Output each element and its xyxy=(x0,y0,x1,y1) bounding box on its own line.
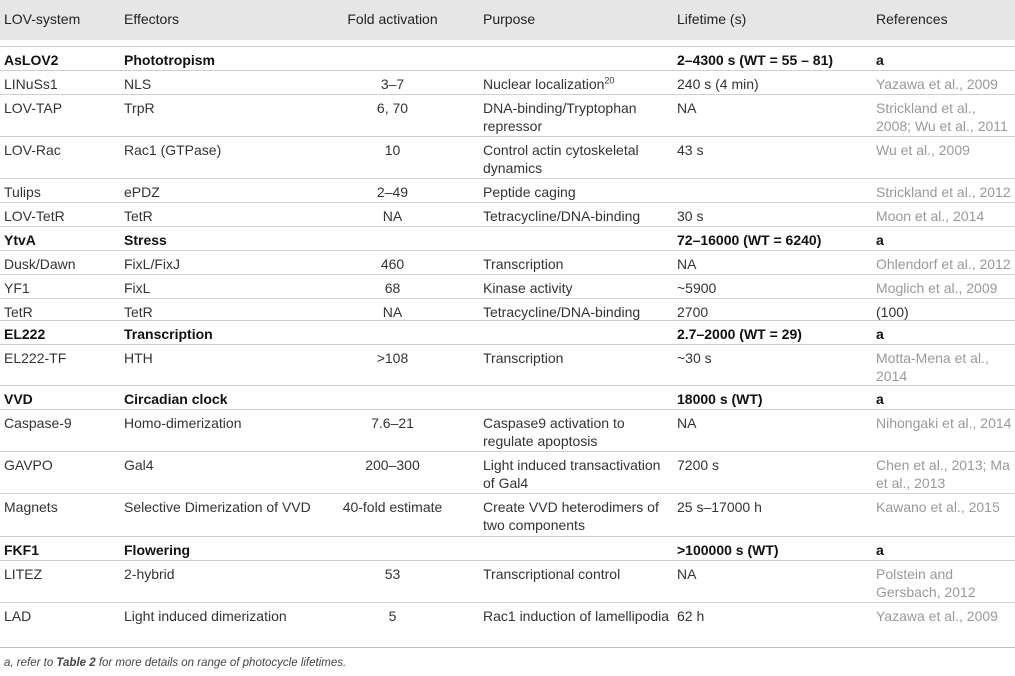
cell-fold-activation-text: >108 xyxy=(376,350,409,366)
header-effectors: Effectors xyxy=(124,11,179,27)
cell-purpose-text: Nuclear localization xyxy=(483,76,605,92)
cell-effector xyxy=(124,325,334,343)
row-divider xyxy=(0,409,1015,410)
cell-fold-activation-text: 3–7 xyxy=(380,76,405,92)
cell-lifetime-text: 2700 xyxy=(677,304,709,320)
cell-effector-text: TrpR xyxy=(124,100,155,116)
row-divider xyxy=(0,320,1015,321)
header-purpose: Purpose xyxy=(483,11,536,27)
cell-fold-activation xyxy=(335,303,450,321)
cell-lifetime xyxy=(677,607,867,625)
row-divider xyxy=(0,298,1015,299)
cell-lov-system-text: EL222 xyxy=(4,326,46,342)
cell-fold-activation-text: 200–300 xyxy=(365,457,420,473)
cell-purpose xyxy=(483,279,673,297)
cell-lifetime-text: 62 h xyxy=(677,608,705,624)
cell-reference xyxy=(876,390,1012,408)
cell-purpose-text: Light induced transactivation of Gal4 xyxy=(483,457,661,491)
cell-lifetime xyxy=(677,414,867,432)
cell-reference[interactable] xyxy=(876,207,1012,225)
cell-lov-system xyxy=(4,51,119,69)
row-divider xyxy=(0,178,1015,179)
cell-effector xyxy=(124,51,334,69)
cell-lifetime xyxy=(677,303,867,321)
cell-reference[interactable] xyxy=(876,183,1012,201)
cell-effector-text: Homo-dimerization xyxy=(124,415,242,431)
cell-lov-system-text: Tulips xyxy=(4,184,41,200)
cell-effector-text: Gal4 xyxy=(124,457,154,473)
cell-effector xyxy=(124,255,334,273)
cell-effector-text: Rac1 (GTPase) xyxy=(124,142,222,158)
cell-lifetime xyxy=(677,541,867,559)
cell-purpose-text: Caspase9 activation to regulate apoptosis xyxy=(483,415,625,449)
cell-purpose xyxy=(483,207,673,225)
cell-reference-text: Kawano et al., 2015 xyxy=(876,499,1000,515)
cell-effector-text: Phototropism xyxy=(124,52,215,68)
cell-reference[interactable] xyxy=(876,349,1012,385)
cell-lifetime-text: NA xyxy=(677,100,697,116)
cell-reference-text: Chen et al., 2013; Ma et al., 2013 xyxy=(876,457,1010,491)
cell-reference-text: Polstein and Gersbach, 2012 xyxy=(876,566,976,600)
cell-effector xyxy=(124,456,334,474)
cell-purpose-text: Transcriptional control xyxy=(483,566,621,582)
cell-lov-system xyxy=(4,349,119,367)
cell-lifetime-text: 25 s–17000 h xyxy=(677,499,762,515)
row-divider xyxy=(0,136,1015,137)
cell-effector-text: Selective Dimerization of VVD xyxy=(124,499,311,515)
cell-lifetime xyxy=(677,141,867,159)
cell-reference-text: a xyxy=(876,232,884,248)
cell-purpose xyxy=(483,349,673,367)
cell-purpose xyxy=(483,75,673,93)
cell-lov-system-text: LAD xyxy=(4,608,32,624)
cell-fold-activation-text: 53 xyxy=(384,566,401,582)
cell-reference xyxy=(876,541,1012,559)
cell-lov-system xyxy=(4,325,119,343)
cell-lifetime-text: 30 s xyxy=(677,208,704,224)
cell-effector xyxy=(124,541,334,559)
cell-fold-activation xyxy=(335,607,450,625)
cell-purpose-text: Rac1 induction of lamellipodia xyxy=(483,608,669,624)
cell-lov-system xyxy=(4,390,119,408)
cell-reference-text: Yazawa et al., 2009 xyxy=(876,608,998,624)
cell-purpose xyxy=(483,456,673,492)
cell-lov-system-text: YtvA xyxy=(4,232,36,248)
cell-lov-system xyxy=(4,279,119,297)
cell-reference xyxy=(876,51,1012,69)
cell-purpose xyxy=(483,99,673,135)
cell-purpose-text: Control actin cytoskeletal dynamics xyxy=(483,142,639,176)
cell-lifetime xyxy=(677,565,867,583)
cell-lifetime-text: 43 s xyxy=(677,142,704,158)
cell-lifetime xyxy=(677,325,867,343)
cell-effector xyxy=(124,607,334,625)
row-divider xyxy=(0,226,1015,227)
cell-reference xyxy=(876,325,1012,343)
cell-fold-activation xyxy=(335,498,450,516)
cell-reference-text: Ohlendorf et al., 2012 xyxy=(876,256,1011,272)
cell-lov-system-text: LOV-TAP xyxy=(4,100,63,116)
cell-fold-activation-text: 68 xyxy=(384,280,401,296)
row-divider xyxy=(0,202,1015,203)
cell-fold-activation-text: 2–49 xyxy=(376,184,409,200)
cell-reference-text: Moon et al., 2014 xyxy=(876,208,985,224)
cell-effector xyxy=(124,414,334,432)
cell-lov-system-text: LINuSs1 xyxy=(4,76,58,92)
cell-lifetime xyxy=(677,99,867,117)
cell-lov-system xyxy=(4,303,119,321)
cell-reference[interactable] xyxy=(876,565,1012,601)
cell-fold-activation-text: 5 xyxy=(388,608,397,624)
cell-reference[interactable] xyxy=(876,414,1012,432)
cell-effector-text: ePDZ xyxy=(124,184,160,200)
cell-purpose-text: Transcription xyxy=(483,256,564,272)
cell-fold-activation xyxy=(335,99,450,117)
cell-effector-text: FixL/FixJ xyxy=(124,256,180,272)
cell-reference[interactable] xyxy=(876,456,1012,492)
cell-lov-system xyxy=(4,541,119,559)
cell-fold-activation-text: 6, 70 xyxy=(376,100,409,116)
cell-reference-text: Yazawa et al., 2009 xyxy=(876,76,998,92)
cell-purpose xyxy=(483,141,673,177)
cell-lov-system xyxy=(4,141,119,159)
header-references: References xyxy=(876,11,948,27)
footnote-table-link[interactable]: Table 2 xyxy=(56,657,96,669)
cell-effector-text: NLS xyxy=(124,76,152,92)
cell-purpose xyxy=(483,183,673,201)
cell-lov-system xyxy=(4,183,119,201)
cell-effector-text: Flowering xyxy=(124,542,191,558)
row-divider xyxy=(0,274,1015,275)
cell-fold-activation xyxy=(335,75,450,93)
cell-lifetime-text: NA xyxy=(677,566,697,582)
cell-effector xyxy=(124,303,334,321)
cell-fold-activation-text: 460 xyxy=(380,256,405,272)
cell-lov-system-text: LOV-Rac xyxy=(4,142,61,158)
cell-reference-text: Wu et al., 2009 xyxy=(876,142,970,158)
cell-lifetime-text: ~30 s xyxy=(677,350,712,366)
cell-lifetime xyxy=(677,390,867,408)
cell-lov-system-text: FKF1 xyxy=(4,542,39,558)
cell-purpose-text: Create VVD heterodimers of two components xyxy=(483,499,659,533)
cell-lov-system-text: VVD xyxy=(4,391,33,407)
cell-reference-text: a xyxy=(876,542,884,558)
cell-lov-system xyxy=(4,414,119,432)
cell-effector-text: Light induced dimerization xyxy=(124,608,287,624)
cell-lov-system xyxy=(4,75,119,93)
row-divider xyxy=(0,451,1015,452)
footnote-suffix: for more details on range of photocycle lifetimes. xyxy=(95,657,347,669)
cell-reference-text: Nihongaki et al., 2014 xyxy=(876,415,1012,431)
cell-effector-text: Circadian clock xyxy=(124,391,228,407)
cell-fold-activation xyxy=(335,207,450,225)
cell-effector-text: FixL xyxy=(124,280,151,296)
cell-purpose-text: Peptide caging xyxy=(483,184,576,200)
cell-fold-activation-text: 40-fold estimate xyxy=(342,499,443,515)
cell-lifetime xyxy=(677,207,867,225)
cell-reference[interactable] xyxy=(876,255,1012,273)
cell-lov-system-text: Magnets xyxy=(4,499,58,515)
cell-lov-system xyxy=(4,207,119,225)
cell-fold-activation xyxy=(335,183,450,201)
cell-purpose xyxy=(483,255,673,273)
cell-purpose xyxy=(483,498,673,534)
cell-fold-activation-text: NA xyxy=(382,208,403,224)
row-divider xyxy=(0,602,1015,603)
cell-effector-text: HTH xyxy=(124,350,153,366)
superscript-citation: 20 xyxy=(604,75,615,86)
cell-lifetime-text: NA xyxy=(677,256,697,272)
cell-lifetime xyxy=(677,279,867,297)
cell-fold-activation xyxy=(335,414,450,432)
row-divider xyxy=(0,94,1015,95)
cell-lov-system-text: TetR xyxy=(4,304,33,320)
cell-lifetime xyxy=(677,51,867,69)
cell-lov-system xyxy=(4,456,119,474)
header-lov-system: LOV-system xyxy=(4,11,81,27)
cell-fold-activation-text: NA xyxy=(382,304,403,320)
cell-fold-activation-text: 7.6–21 xyxy=(371,415,414,431)
cell-effector xyxy=(124,279,334,297)
cell-effector-text: TetR xyxy=(124,208,153,224)
cell-fold-activation xyxy=(335,279,450,297)
cell-fold-activation-text: 10 xyxy=(384,142,401,158)
cell-purpose-text: Tetracycline/DNA-binding xyxy=(483,304,641,320)
cell-lifetime-text: ~5900 xyxy=(677,280,717,296)
cell-effector xyxy=(124,498,334,516)
cell-purpose xyxy=(483,565,673,583)
cell-lifetime-text: 2–4300 s (WT = 55 – 81) xyxy=(677,52,834,68)
cell-lifetime xyxy=(677,75,867,93)
cell-purpose-text: Tetracycline/DNA-binding xyxy=(483,208,641,224)
cell-purpose-text: Kinase activity xyxy=(483,280,573,296)
cell-lov-system xyxy=(4,498,119,516)
cell-reference-text: (100) xyxy=(876,304,909,320)
cell-effector-text: Stress xyxy=(124,232,167,248)
cell-effector-text: TetR xyxy=(124,304,153,320)
cell-effector-text: Transcription xyxy=(124,326,213,342)
cell-purpose-text: Transcription xyxy=(483,350,564,366)
row-divider xyxy=(0,46,1015,47)
cell-lifetime-text: 18000 s (WT) xyxy=(677,391,763,407)
cell-lifetime-text: 240 s (4 min) xyxy=(677,76,759,92)
cell-lov-system-text: AsLOV2 xyxy=(4,52,59,68)
row-divider xyxy=(0,493,1015,494)
cell-lifetime xyxy=(677,255,867,273)
cell-purpose xyxy=(483,414,673,450)
cell-reference[interactable] xyxy=(876,303,1012,321)
cell-lifetime-text: >100000 s (WT) xyxy=(677,542,779,558)
cell-reference-text: a xyxy=(876,326,884,342)
row-divider xyxy=(0,647,1015,648)
cell-reference[interactable] xyxy=(876,75,1012,93)
cell-reference[interactable] xyxy=(876,141,1012,159)
cell-reference[interactable] xyxy=(876,99,1012,135)
cell-fold-activation xyxy=(335,141,450,159)
cell-purpose xyxy=(483,303,673,321)
cell-reference-text: a xyxy=(876,391,884,407)
cell-reference[interactable] xyxy=(876,279,1012,297)
cell-lov-system-text: LOV-TetR xyxy=(4,208,65,224)
cell-lov-system-text: GAVPO xyxy=(4,457,53,473)
cell-fold-activation xyxy=(335,255,450,273)
cell-lifetime xyxy=(677,456,867,474)
cell-lifetime xyxy=(677,349,867,367)
header-fold-activation: Fold activation xyxy=(347,11,438,27)
cell-effector xyxy=(124,349,334,367)
cell-reference-text: Motta-Mena et al., 2014 xyxy=(876,350,989,384)
cell-lov-system xyxy=(4,255,119,273)
cell-purpose xyxy=(483,607,673,625)
cell-lov-system-text: LITEZ xyxy=(4,566,43,582)
cell-effector xyxy=(124,183,334,201)
cell-effector-text: 2-hybrid xyxy=(124,566,175,582)
cell-reference[interactable] xyxy=(876,498,1012,516)
cell-reference xyxy=(876,231,1012,249)
cell-effector xyxy=(124,99,334,117)
cell-lifetime-text: 2.7–2000 (WT = 29) xyxy=(677,326,802,342)
cell-effector xyxy=(124,75,334,93)
cell-effector xyxy=(124,565,334,583)
cell-reference-text: a xyxy=(876,52,884,68)
cell-lifetime xyxy=(677,231,867,249)
cell-lov-system xyxy=(4,607,119,625)
footnote-prefix: a, refer to xyxy=(4,657,57,669)
cell-lov-system-text: EL222-TF xyxy=(4,350,67,366)
table-header xyxy=(0,0,1015,40)
header-lifetime: Lifetime (s) xyxy=(677,11,747,27)
cell-lov-system xyxy=(4,99,119,117)
cell-lov-system xyxy=(4,565,119,583)
cell-reference[interactable] xyxy=(876,607,1012,625)
cell-lifetime-text: 72–16000 (WT = 6240) xyxy=(677,232,822,248)
cell-effector xyxy=(124,141,334,159)
cell-lifetime-text: NA xyxy=(677,415,697,431)
cell-lifetime-text: 7200 s xyxy=(677,457,720,473)
cell-lov-system-text: Caspase-9 xyxy=(4,415,72,431)
cell-effector xyxy=(124,390,334,408)
row-divider xyxy=(0,385,1015,386)
cell-fold-activation xyxy=(335,456,450,474)
cell-fold-activation xyxy=(335,565,450,583)
cell-lifetime xyxy=(677,498,867,516)
row-divider xyxy=(0,560,1015,561)
cell-fold-activation xyxy=(335,349,450,367)
cell-reference-text: Strickland et al., 2012 xyxy=(876,184,1011,200)
row-divider xyxy=(0,344,1015,345)
cell-purpose-text: DNA-binding/Tryptophan repressor xyxy=(483,100,637,134)
cell-effector xyxy=(124,231,334,249)
row-divider xyxy=(0,70,1015,71)
table-footnote xyxy=(4,657,346,669)
row-divider xyxy=(0,250,1015,251)
cell-lov-system-text: YF1 xyxy=(4,280,30,296)
row-divider xyxy=(0,536,1015,537)
cell-lov-system xyxy=(4,231,119,249)
cell-reference-text: Moglich et al., 2009 xyxy=(876,280,998,296)
cell-effector xyxy=(124,207,334,225)
cell-reference-text: Strickland et al., 2008; Wu et al., 2011 xyxy=(876,100,1008,134)
cell-lov-system-text: Dusk/Dawn xyxy=(4,256,76,272)
